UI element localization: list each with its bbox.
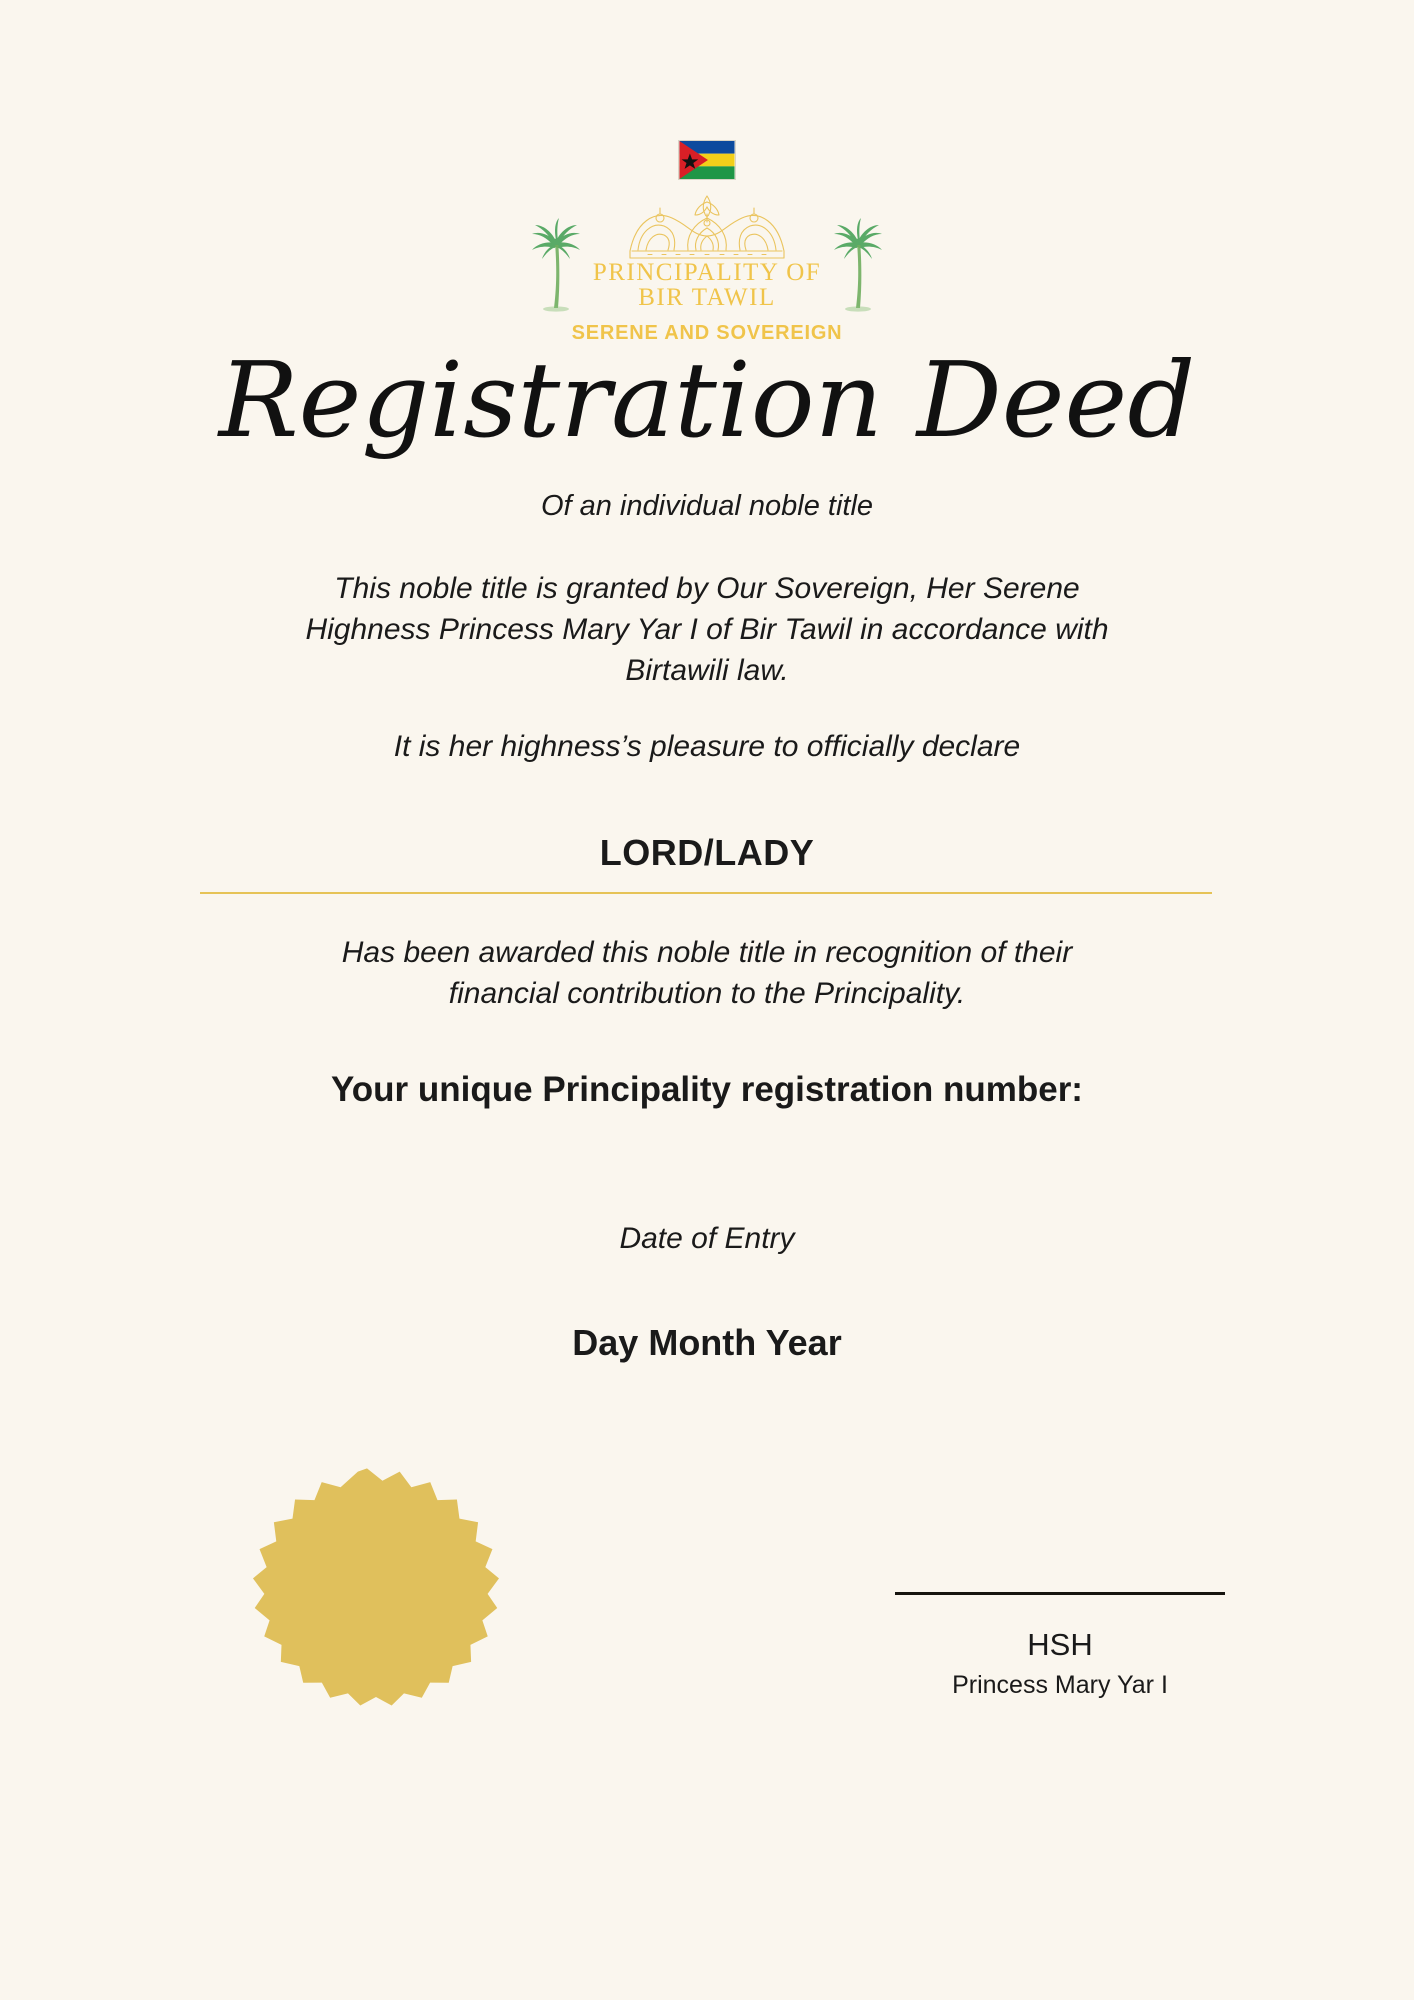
gold-divider (200, 892, 1212, 894)
recognition-paragraph: Has been awarded this noble title in recognition of their financial contribution to the Principality. (341, 936, 1073, 1010)
crest-emblem (497, 188, 917, 318)
declaration-line: It is her highness’s pleasure to officially declare (393, 730, 1021, 763)
crest-name (537, 260, 877, 310)
signature-name: Princess Mary Yar I (952, 1671, 1168, 1699)
signature-honorific: HSH (1027, 1627, 1093, 1662)
crest-name-line-1: PRINCIPALITY OF (592, 259, 822, 286)
gold-starburst-seal-icon (233, 1463, 501, 1731)
date-of-entry-label: Date of Entry (619, 1222, 795, 1255)
signature-line (895, 1592, 1225, 1595)
noble-title-slot: LORD/LADY (599, 832, 815, 873)
crest-name-line-2: BIR TAWIL (638, 284, 776, 311)
crest-block (0, 140, 1414, 345)
grant-paragraph: This noble title is granted by Our Sovereign, Her Serene Highness Princess Mary Yar I of Bir Tawil in accordance with Birtawili law. (305, 572, 1109, 687)
registration-number-label: Your unique Principality registration number: (331, 1070, 1083, 1109)
document-subtitle: Of an individual noble title (540, 490, 874, 522)
date-slot: Day Month Year (572, 1322, 842, 1363)
crest-tagline: SERENE AND SOVEREIGN (571, 322, 843, 344)
crown-icon (602, 188, 812, 270)
signature-block (895, 1592, 1225, 1700)
bir-tawil-flag-icon (678, 140, 736, 180)
page-title: Registration Deed (218, 339, 1196, 461)
